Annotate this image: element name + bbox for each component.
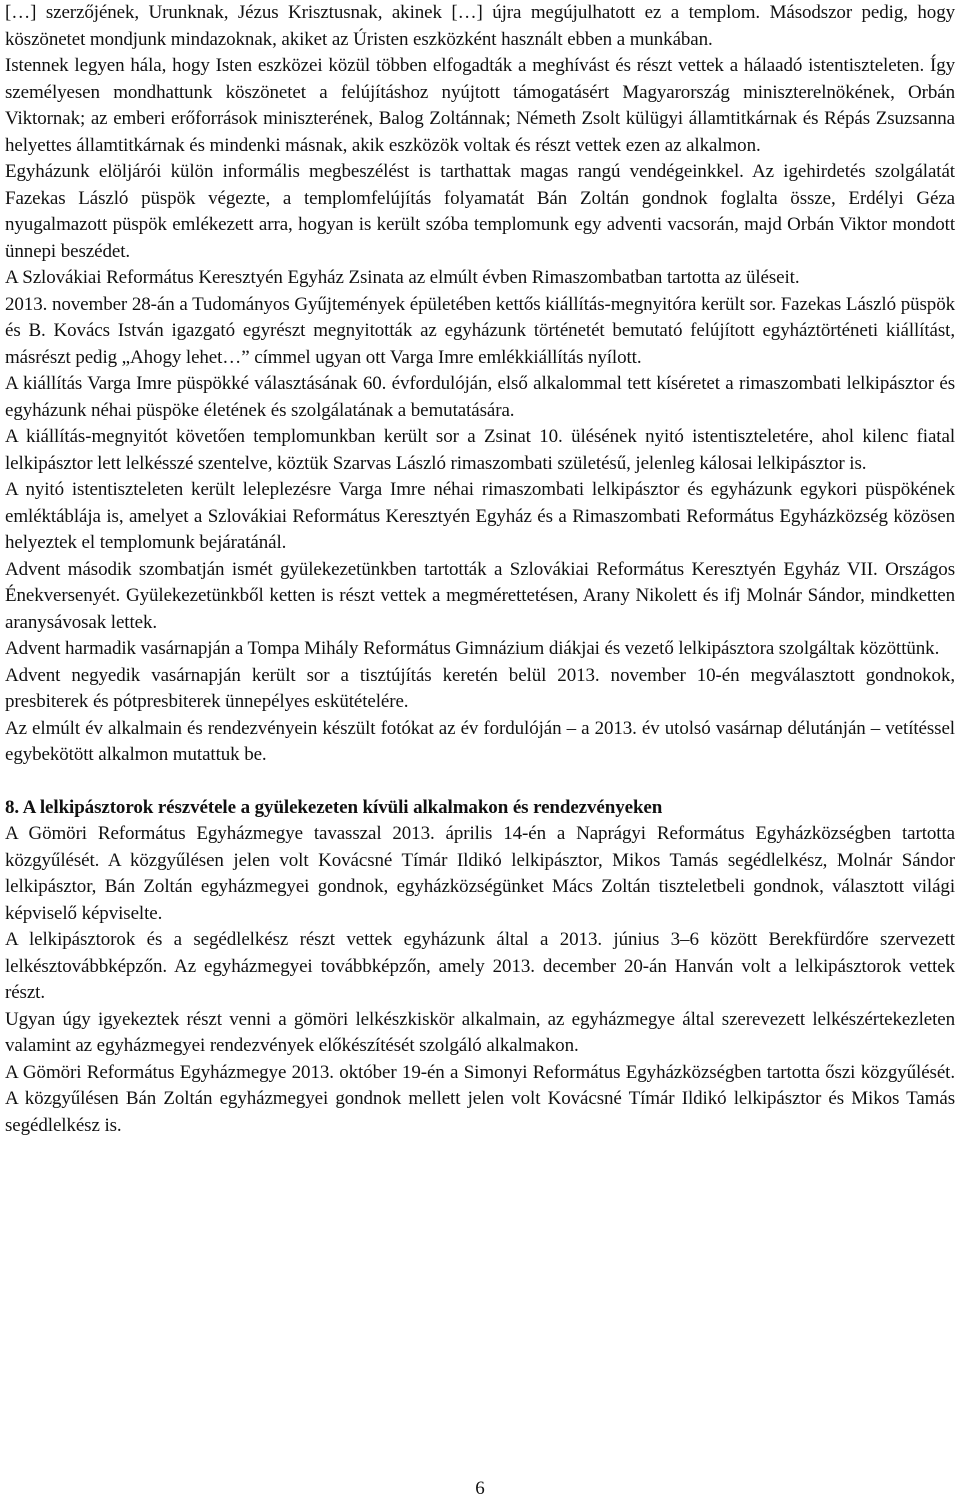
paragraph-advent-fourth: Advent negyedik vasárnapján került sor a tisztújítás keretén belül 2013. november 10-én megválasztott gondnokok, presbiterek és pótpresbiterek ünnepélyes eskütételére. [5,664,955,712]
paragraph-informal-meeting: Egyházunk elöljárói külön informális megbeszélést is tarthattak magas rangú vendégeinkkel. Az igehirdetés szolgálatát Fazekas László püspök végezte, a templomfelújítás folyamatát Bán Zoltán gondnok foglalta össze, Erdélyi Géza nyugalmazott püspök emlékezett arra, hogyan is került szóba templomunk egy adventi vacsorán, majd Orbán Viktor mondott ünnepi beszédet. [5,161,955,262]
paragraph-autumn-assembly: A Gömöri Református Egyházmegye 2013. október 19-én a Simonyi Református Egyházközségben tartotta őszi közgyűlését. A közgyűlésen Bán Zoltán egyházmegyei gondnok mellett jelen volt Kovácsné Tímár Ildikó lelkipásztor és Mikos Tamás segédlelkész is. [5,1061,955,1136]
paragraph-synod-sessions: A Szlovákiai Református Keresztyén Egyház Zsinata az elmúlt évben Rimaszombatban tartotta az üléseit. [5,267,800,288]
paragraph-memorial-plaque: A nyitó istentiszteleten került leleplezésre Varga Imre néhai rimaszombati lelkipásztor és egyházunk egykori püspökének emléktáblája is, amelyet a Szlovákiai Református Keresztyén Egyház és a Rimaszombati Református Egyházközség közösen helyeztek el templomunk bejáratánál. [5,479,955,553]
paragraph-opening-thanks: […] szerzőjének, Urunknak, Jézus Krisztusnak, akinek […] újra megújulhatott ez a templom. Másodszor pedig, hogy köszönetet mondjunk mindazoknak, akiket az Úristen eszközként használt ebben a munkában. [5,2,955,50]
page-number: 6 [475,1478,485,1499]
paragraph-ordination-service: A kiállítás-megnyitót követően templomunkban került sor a Zsinat 10. ülésének nyitó istentiszteletére, ahol kilenc fiatal lelkipásztor lett lelkésszé szentelve, köztük Szarvas László rimaszombati születésű, jelenleg kálosai lelkipásztor is. [5,426,955,474]
paragraph-spring-assembly: A Gömöri Református Egyházmegye tavasszal 2013. április 14-én a Naprágyi Református Egyházközségben tartotta közgyűlését. A közgyűlésen jelen volt Kovácsné Tímár Ildikó lelkipásztor, Mikos Tamás segédlelkész, Molnár Sándor lelkipásztor, Bán Zoltán egyházmegyei gondnok, egyházközségünket Mács Zoltán tiszteletbeli gondnok, választott világi képviselő képviselte. [5,823,955,924]
paragraph-advent-third: Advent harmadik vasárnapján a Tompa Mihály Református Gimnázium diákjai és vezető lelkipásztora szolgáltak közöttünk. [5,638,940,659]
paragraph-thanks-guests: Istennek legyen hála, hogy Isten eszközei közül többen elfogadták a meghívást és részt vettek a hálaadó istentiszteleten. Így személyesen mondhattunk köszönetet a felújításhoz nyújtott támogatásért Magyarország miniszterelnökének, Orbán Viktornak; az emberi erőforrások miniszterének, Balog Zoltánnak; Németh Zsolt külügyi államtitkárnak és Répás Zsuzsanna helyettes államtitkárnak és mindenki másnak, akik eszközök voltak és részt vettek ezen az alkalmon. [5,55,955,156]
paragraph-exhibition-anniversary: A kiállítás Varga Imre püspökké választásának 60. évfordulóján, első alkalommal tett kíséretet a rimaszombati lelkipásztor és egyházunk néhai püspöke életének és szolgálatának a bemutatására. [5,373,955,421]
section-heading: 8. A lelkipásztorok részvétele a gyülekezeten kívüli alkalmakon és rendezvényeken [5,796,663,818]
paragraph-advent-second: Advent második szombatján ismét gyülekezetünkben tartották a Szlovákiai Református Keresztyén Egyház VII. Országos Énekversenyét. Gyülekezetünkből ketten is részt vettek a megmérettetésen, Arany Nikolett és ifj Molnár Sándor, mindketten aranysávosak lettek. [5,558,955,633]
paragraph-training: A lelkipásztorok és a segédlelkész részt vettek egyházunk által a 2013. június 3–6 között Berekfürdőre szervezett lelkésztovábbképzőn. Az egyházmegyei továbbképzőn, amely 2013. december 20-án Hanván volt a lelkipásztorok vettek részt. [5,929,955,1003]
document-body [5,0,955,1139]
paragraph-exhibition-opening: 2013. november 28-án a Tudományos Gyűjtemények épületében kettős kiállítás-megnyitóra került sor. Fazekas László püspök és B. Kovács István igazgató egyrészt megnyitották az egyházunk történetét bemutató felújított egyháztörténeti kiállítást, másrészt pedig „Ahogy lehet…” címmel ugyan ott Varga Imre emlékkiállítás nyílott. [5,293,955,368]
paragraph-year-photos: Az elmúlt év alkalmain és rendezvényein készült fotókat az év fordulóján – a 2013. év utolsó vasárnap délutánján – vetítéssel egybekötött alkalmon mutattuk be. [5,717,955,765]
paragraph-pastoral-circle: Ugyan úgy igyekeztek részt venni a gömöri lelkészkiskör alkalmain, az egyházmegye által szerevezett lelkészértekezleten valamint az egyházmegyei rendezvények előkészítését szolgáló alkalmakon. [5,1008,955,1056]
